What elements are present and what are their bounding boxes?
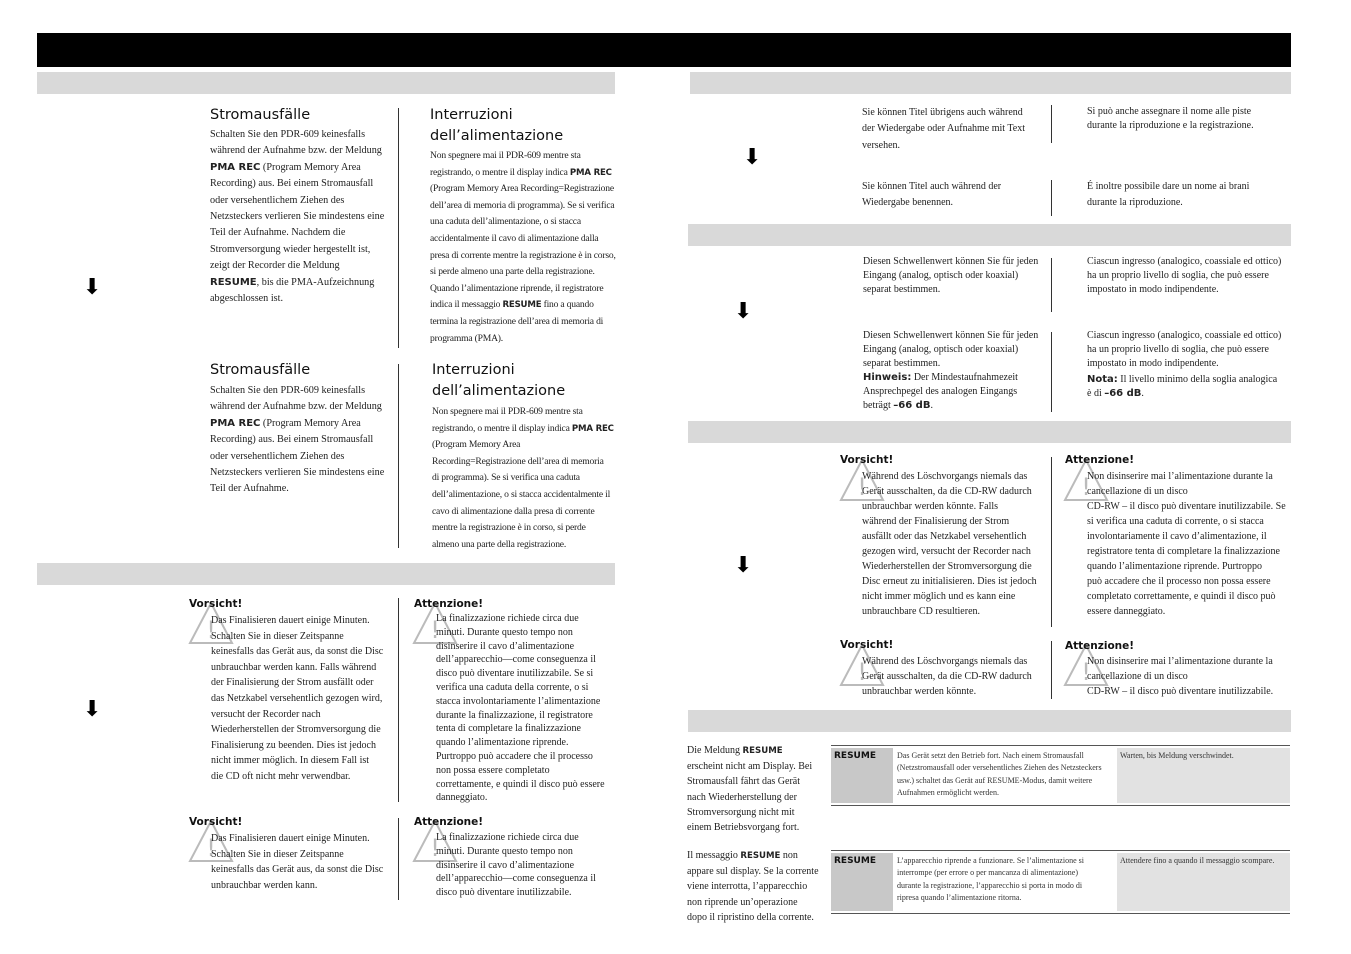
svg-text:!: !	[430, 616, 440, 644]
svg-text:!: !	[1081, 473, 1091, 501]
de-resume-intro: Die Meldung RESUME erscheint nicht am Display. Bei Stromausfall fährt das Gerät nach Wiederherstellung der Stromversorgung nicht mit einem Betriebsvorgang fort.	[687, 745, 813, 834]
column-divider	[398, 108, 399, 348]
it-caution-label: Attenzione!	[1065, 454, 1135, 466]
column-divider	[1051, 180, 1052, 216]
arrow-down-icon: ⬇	[83, 697, 102, 722]
svg-text:!: !	[1081, 658, 1091, 686]
section-bar-power-failures	[37, 72, 615, 94]
de-title-edit-during-play: Sie können Titel auch während der Wiedergabe benennen.	[862, 181, 1002, 209]
column-divider	[398, 364, 399, 548]
it-threshold-2: Ciascun ingresso (analogico, coassiale ed ottico) ha un proprio livello di soglia, che può essere impostato in modo indipendente. Nota: Il livello minimo della soglia analogica è di –66 dB.	[1087, 330, 1282, 399]
de-threshold-2: Diesen Schwellenwert können Sie für jeden Eingang (analog, optisch oder koaxial) separat bestimmen. Hinweis: Der Mindestaufnahmezeit Ansprechpegel des analogen Eingangs beträgt –66 dB.	[863, 330, 1039, 411]
column-divider	[1051, 332, 1052, 412]
it-title-power-failure-1: Interruzioni dell’alimentazione	[430, 107, 564, 144]
svg-text:!: !	[206, 834, 216, 862]
it-message-table	[831, 850, 1290, 914]
de-paragraph-power-failure-1: Schalten Sie den PDR-609 keinesfalls während der Aufnahme bzw. der Meldung PMA REC (Program Memory Area Recording) aus. Bei einem Stromausfall oder versehentlichem Ziehen des Netzsteckers verlieren Sie mindestens eine Teil der Aufnahme. Nachdem die Stromversorgung wieder hergestellt ist, zeigt der Recorder die Meldung RESUME, bis die PMA-Aufzeichnung abgeschlossen ist.	[210, 129, 385, 305]
section-bar-messages	[688, 710, 1291, 732]
it-title-edit-during-play-rec: Si può anche assegnare il nome alle piste durante la riproduzione e la registrazione.	[1087, 106, 1254, 131]
it-caution-erase-2: Non disinserire mai l’alimentazione durante la cancellazione di un disco CD-RW – il disco può diventare inutilizzabile.	[1087, 656, 1274, 697]
de-title-power-failure-2: Stromausfälle	[210, 362, 311, 378]
svg-text:!: !	[857, 473, 867, 501]
de-title-edit-during-play-rec: Sie können Titel übrigens auch während der Wiedergabe oder Aufnahme mit Text versehen.	[862, 107, 1026, 151]
de-caution-erase-2: Während des Löschvorgangs niemals das Gerät ausschalten, da die CD-RW dadurch unbrauchbar werden könnte.	[862, 656, 1032, 697]
de-caution-label: Vorsicht!	[840, 639, 894, 651]
it-caution-label: Attenzione!	[1065, 640, 1135, 652]
svg-text:!: !	[206, 616, 216, 644]
section-bar-erase	[688, 421, 1291, 443]
column-divider	[1051, 641, 1052, 699]
arrow-down-icon: ⬇	[743, 145, 762, 170]
de-caution-label: Vorsicht!	[840, 454, 894, 466]
section-bar-finalize	[37, 563, 615, 585]
it-paragraph-power-failure-2: Non spegnere mai il PDR-609 mentre sta registrando, o mentre il display indica PMA REC (Program Memory Area Recording=Registrazione dell’area di memoria di programma). Se si verifica una caduta dell’alimentazione, o si stacca accidentalmente il cavo di alimentazione dalla presa di corrente mentre la registrazione è in corso, si perde almeno una parte della registrazione.	[432, 406, 614, 550]
de-threshold-1: Diesen Schwellenwert können Sie für jeden Eingang (analog, optisch oder koaxial) separat bestimmen.	[863, 256, 1039, 295]
de-title-power-failure-1: Stromausfälle	[210, 107, 311, 123]
de-caution-erase-1: Während des Löschvorgangs niemals das Gerät ausschalten, da die CD-RW dadurch unbrauchbar werden könnte. Falls während der Finalisierung der Strom ausfällt oder das Netzkabel versehentlich gezogen wird, versucht der Recorder nach Wiederherstellen der Stromversorgung die Disc erneut zu initialisieren. Dies ist jedoch nicht immer möglich und es kann eine unbrauchbare CD resultieren.	[862, 471, 1037, 617]
arrow-down-icon: ⬇	[83, 275, 102, 300]
it-caution-label: Attenzione!	[414, 598, 484, 610]
de-caution-finalize-1: Das Finalisieren dauert einige Minuten. Schalten Sie in dieser Zeitspanne keinesfalls das Gerät aus, da sonst die Disc unbrauchbar werden kann. Falls während der Finalisierung der Strom ausfällt oder das Netzkabel versehentlich gezogen wird, versucht der Recorder nach Wiederherstellen der Stromversorgung die Finalisierung zu beenden. Dies ist jedoch nicht immer möglich. In diesem Fall ist die CD oft nicht mehr verwendbar.	[211, 615, 384, 782]
it-resume-intro: Il messaggio RESUME non appare sul display. Se la corrente viene interrotta, l’apparecchio non riprende un’operazione dopo il ripristino della corrente.	[687, 850, 819, 923]
svg-text:!: !	[430, 834, 440, 862]
it-title-edit-during-play: É inoltre possibile dare un nome ai brani durante la riproduzione.	[1087, 181, 1250, 209]
page-header-bar	[37, 33, 1291, 67]
de-message-table	[831, 745, 1290, 806]
table-row-cause-cell: Das Gerät setzt den Betrieb fort. Nach einem Stromausfall (Netzstromausfall oder versehentliches Ziehen des Netzsteckers usw.) schaltet das Gerät auf RESUME-Modus, damit weitere Aufnahmen ermöglicht werden.	[897, 751, 1102, 798]
svg-text:!: !	[857, 658, 867, 686]
it-caution-finalize-1: La finalizzazione richiede circa due minuti. Durante questo tempo non disinserire il cavo d’alimentazione dell’apparecchio—come conseguenza il disco può diventare inutilizzabile. Se si verifica una caduta della corrente, o si stacca involontariamente l’alimentazione durante la finalizzazione, il registratore tenta di completare la finalizzazione quando l’alimentazione riprende. Purtroppo può accadere che il processo non possa essere completato correttamente, e quindi il disco può essere danneggiato.	[436, 613, 605, 804]
column-divider	[1051, 258, 1052, 312]
de-caution-finalize-2: Das Finalisieren dauert einige Minuten. Schalten Sie in dieser Zeitspanne keinesfalls das Gerät aus, da sonst die Disc unbrauchbar werden kann.	[211, 833, 384, 891]
de-caution-label: Vorsicht!	[189, 598, 243, 610]
table-row-action-cell: Warten, bis Meldung verschwindet.	[1117, 748, 1290, 803]
it-caution-label: Attenzione!	[414, 816, 484, 828]
it-caution-erase-1: Non disinserire mai l’alimentazione durante la cancellazione di un disco CD-RW – il disco può diventare inutilizzabile. Se si verifica una caduta di corrente, o si stacca involontariamente il cavo d’alimentazione, il registratore tenta di completare la finalizzazione quando l’alimentazione riprende. Purtroppo può accadere che il processo non possa essere completato correttamente, e quindi il disco può essere danneggiato.	[1087, 471, 1286, 617]
table-row-cause-cell: L’apparecchio riprende a funzionare. Se l’alimentazione si interrompe (per errore o per mancanza di alimentazione) durante la registrazione, l’apparecchio si porta in modo di ripresa quando l’alimentazione ritorna.	[897, 856, 1084, 903]
it-paragraph-power-failure-1: Non spegnere mai il PDR-609 mentre sta registrando, o mentre il display indica PMA REC (Program Memory Area Recording=Registrazione dell’area di memoria di programma). Se si verifica una caduta dell’alimentazione, o si stacca accidentalmente il cavo di alimentazione dalla presa di corrente mentre la registrazione è in corso, si perde almeno una parte della registrazione. Quando l’alimentazione riprende, il registratore indica il messaggio RESUME fino a quando termina la registrazione dell’area di memoria di programma (PMA).	[430, 150, 616, 344]
table-row-action-cell: Attendere fino a quando il messaggio scompare.	[1117, 853, 1290, 911]
de-caution-label: Vorsicht!	[189, 816, 243, 828]
arrow-down-icon: ⬇	[734, 553, 753, 578]
section-bar-threshold	[688, 224, 1291, 246]
column-divider	[1051, 457, 1052, 627]
column-divider	[1051, 105, 1052, 143]
it-title-power-failure-2: Interruzioni dell’alimentazione	[432, 362, 566, 399]
de-paragraph-power-failure-2: Schalten Sie den PDR-609 keinesfalls während der Aufnahme bzw. der Meldung PMA REC (Program Memory Area Recording) aus. Bei einem Stromausfall oder versehentlichem Ziehen des Netzsteckers verlieren Sie mindestens eine Teil der Aufnahme.	[210, 385, 385, 495]
it-caution-finalize-2: La finalizzazione richiede circa due minuti. Durante questo tempo non disinserire il cavo d’alimentazione dell’apparecchio—come conseguenza il disco può diventare inutilizzabile.	[436, 832, 596, 899]
arrow-down-icon: ⬇	[734, 299, 753, 324]
table-row-code-cell: RESUME	[831, 748, 893, 803]
it-threshold-1: Ciascun ingresso (analogico, coassiale ed ottico) ha un proprio livello di soglia, che può essere impostato in modo indipendente.	[1087, 256, 1282, 295]
section-bar-titles	[690, 72, 1291, 94]
column-divider	[398, 818, 399, 900]
column-divider	[398, 598, 399, 802]
table-row-code-cell: RESUME	[831, 853, 893, 911]
